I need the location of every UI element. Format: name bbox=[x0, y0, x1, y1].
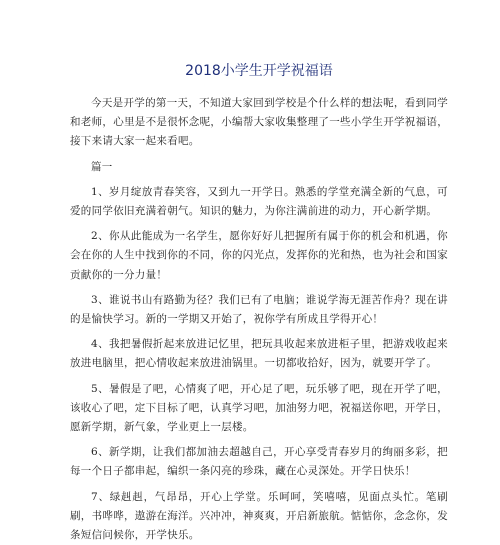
wish-item-4: 4、我把暑假折起来放进记忆里，把玩具收起来放进柜子里，把游戏收起来放进电脑里，把心情收起来放进油锅里。一切都收拾好，因为，就要开学了。 bbox=[70, 338, 448, 370]
wish-item-5: 5、暑假是了吧，心情爽了吧，开心足了吧，玩乐够了吧，现在开学了吧，该收心了吧，定下目标了吧，认真学习吧，加油努力吧，祝福送你吧，开学日，愿新学期，新气象，学业更上一层楼。 bbox=[70, 382, 448, 434]
document-body bbox=[70, 94, 448, 545]
wish-item-7: 7、绿赳赳，气昂昂，开心上学堂。乐呵呵，笑嘻嘻，见面点头忙。笔刷刷，书哗哗，遨游在海洋。兴冲冲，神爽爽，开启新旅航。惦惦你，念念你，发条短信问候你，开学快乐。 bbox=[70, 490, 448, 542]
wish-item-2: 2、你从此能成为一名学生，愿你好好儿把握所有属于你的机会和机遇，你会在你的人生中找到你的不同，你的闪光点，发挥你的光和热，也为社会和国家贡献你的一分力量！ bbox=[70, 230, 448, 281]
document-title: 2018小学生开学祝福语 bbox=[185, 63, 333, 79]
wish-item-6: 6、新学期，让我们都加油去超越自己，开心享受青春岁月的绚丽多彩，把每一个日子都串起，编织一条闪亮的珍珠，藏在心灵深处。开学日快乐！ bbox=[70, 446, 448, 478]
intro-paragraph: 今天是开学的第一天，不知道大家回到学校是个什么样的想法呢，看到同学和老师，心里是不是很怀念呢，小编帮大家收集整理了一些小学生开学祝福语，接下来请大家一起来看吧。 bbox=[70, 97, 448, 148]
wish-item-3: 3、谁说书山有路勤为径？我们已有了电脑；谁说学海无涯苦作舟？现在讲的是愉快学习。新的一学期又开始了，祝你学有所成且学得开心！ bbox=[70, 293, 448, 326]
wish-item-1: 1、岁月绽放青春笑容，又到九一开学日。熟悉的学堂充满全新的气息，可爱的同学依旧充满着朝气。知识的魅力，为你注满前进的动力，开心新学期。 bbox=[70, 185, 448, 218]
section-heading: 篇一 bbox=[91, 160, 113, 173]
